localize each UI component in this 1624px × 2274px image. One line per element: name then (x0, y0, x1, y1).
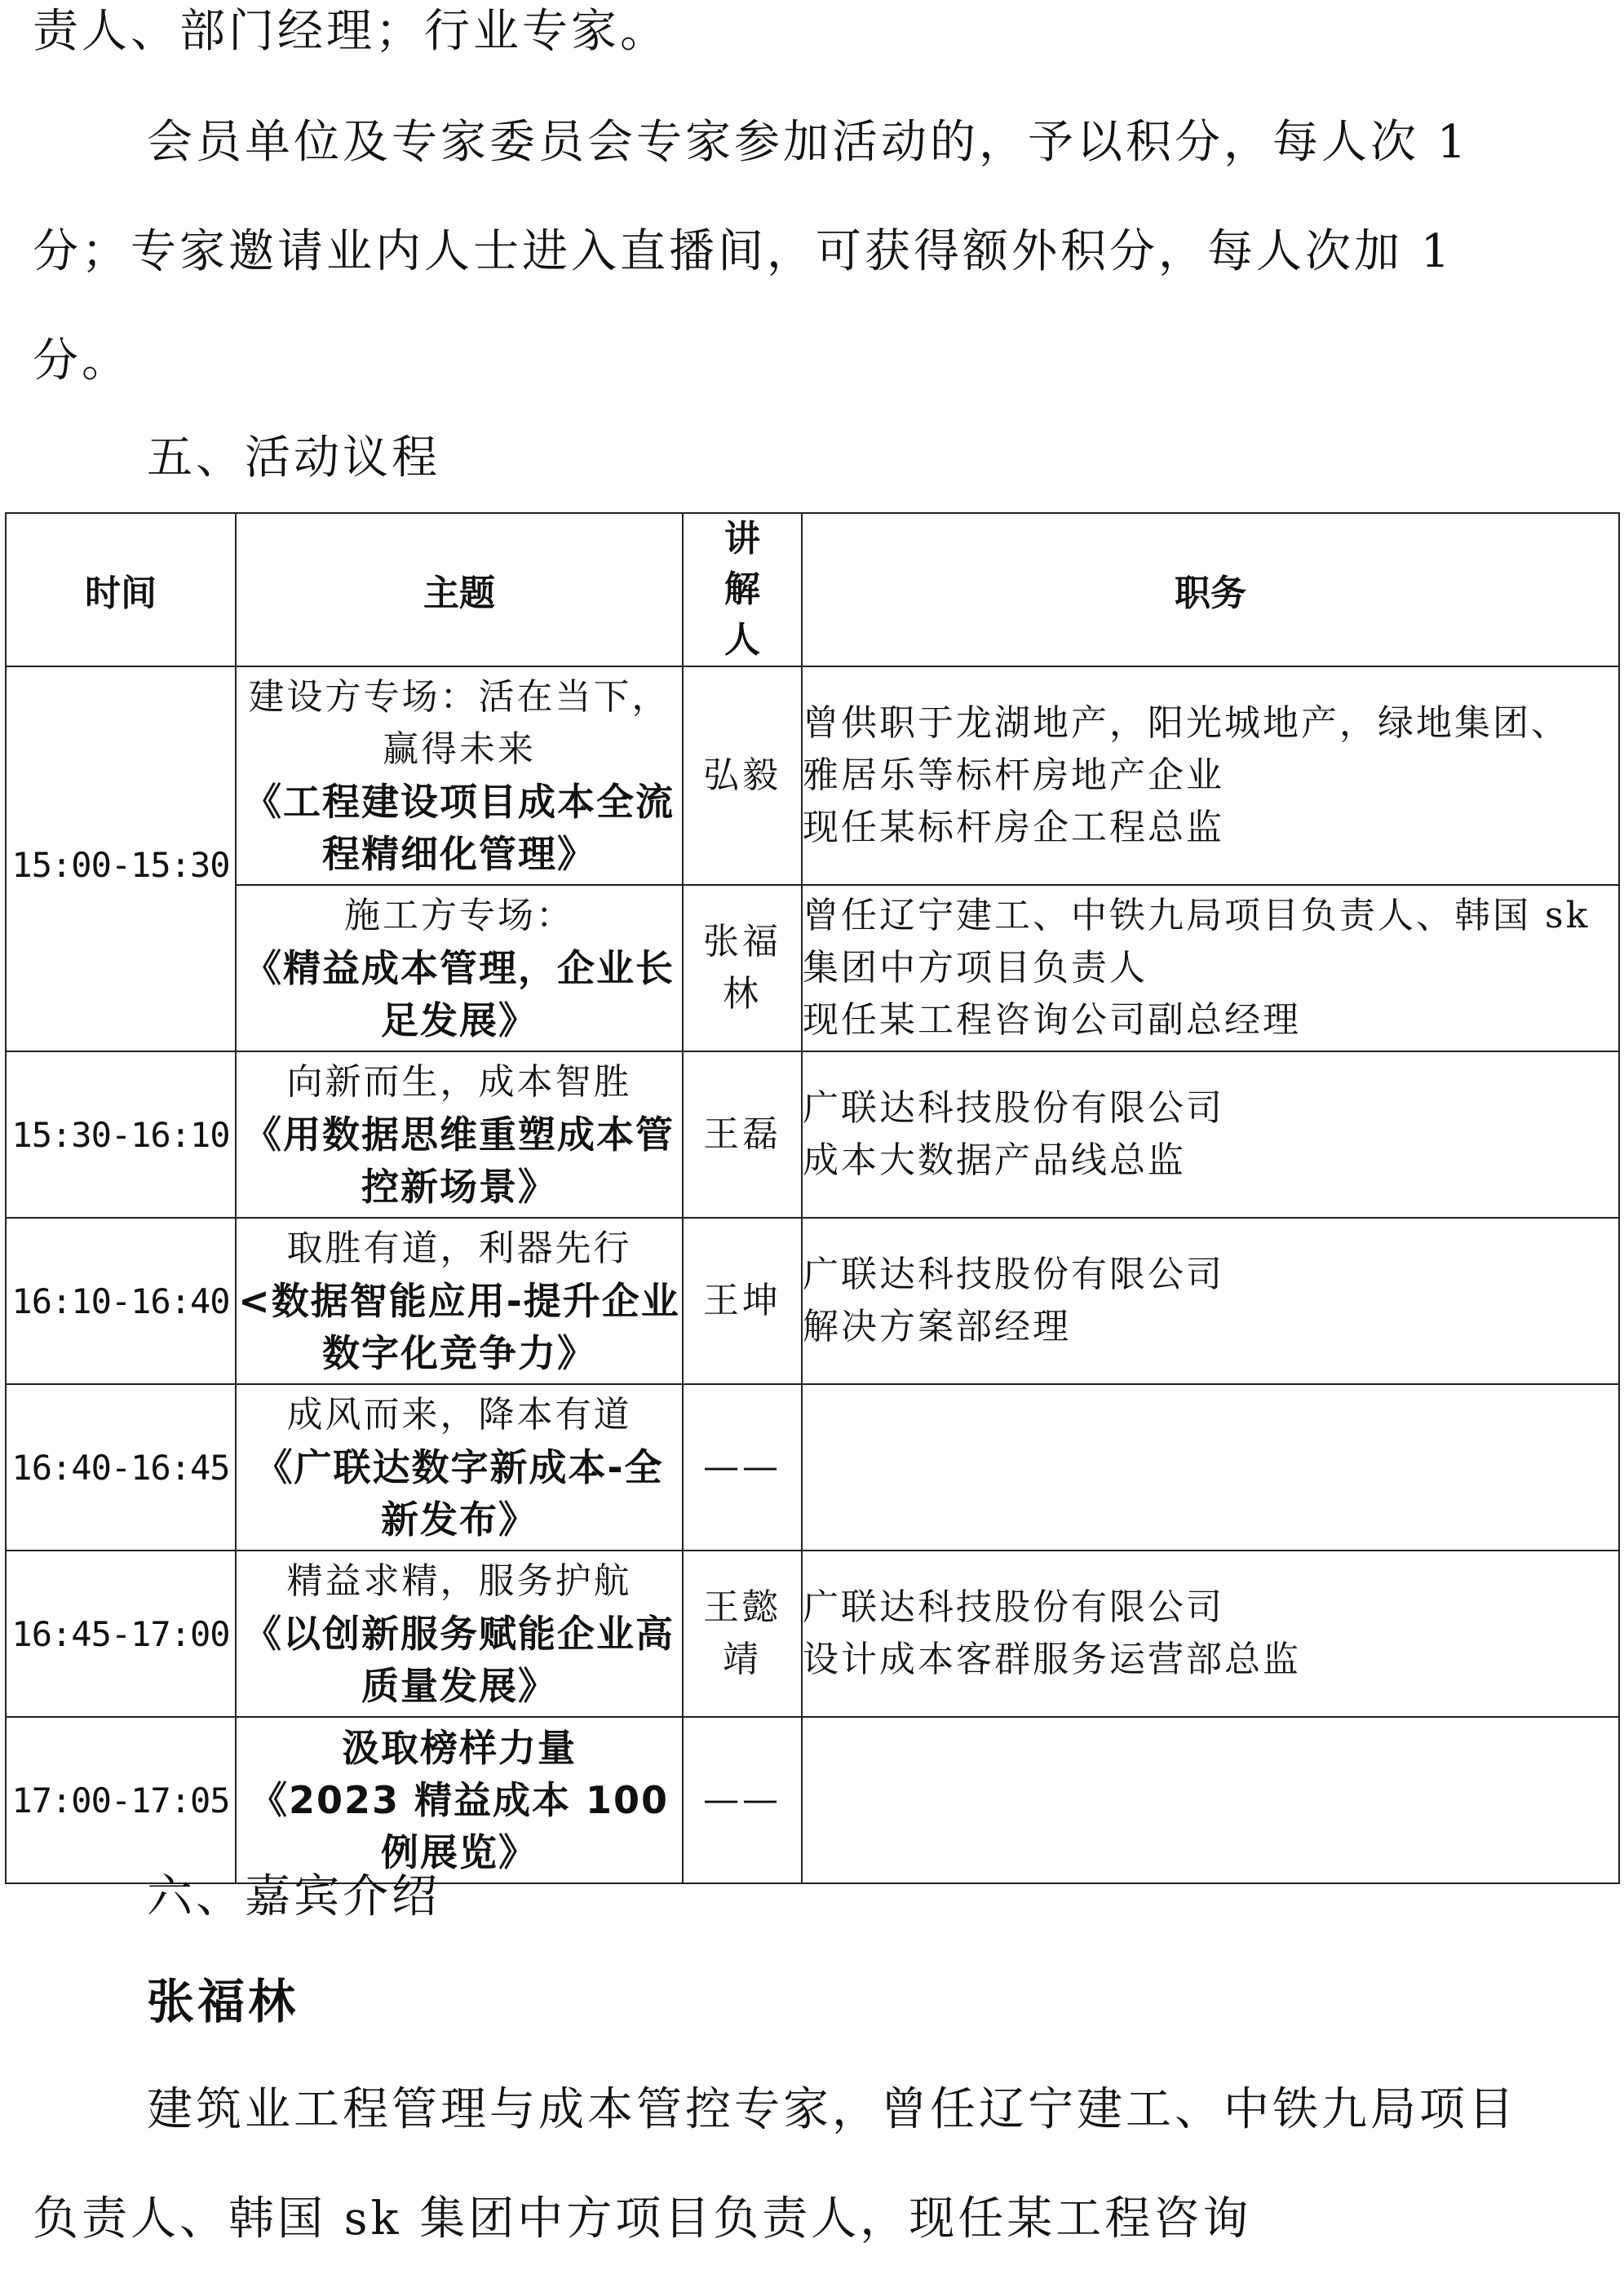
time-cell: 17:00-17:05 (6, 1717, 236, 1883)
topic-subtitle: 施工方专场： (344, 895, 574, 936)
agenda-table (5, 512, 1620, 1884)
speaker-cell: —— (683, 1384, 802, 1551)
time-cell: 15:00-15:30 (6, 666, 236, 1051)
role-line: 现任某工程咨询公司副总经理 (803, 999, 1301, 1041)
time-cell: 16:40-16:45 (6, 1384, 236, 1551)
topic-subtitle: 取胜有道，利器先行 (286, 1228, 632, 1269)
table-row (6, 1717, 1619, 1883)
topic-subtitle: 向新而生，成本智胜 (286, 1061, 632, 1103)
role-line: 现任某标杆房企工程总监 (803, 807, 1224, 848)
role-cell (802, 885, 1619, 1051)
topic-title: 《以创新服务赋能企业高质量发展》 (244, 1612, 675, 1708)
topic-cell (236, 1717, 683, 1883)
table-row (6, 1384, 1619, 1551)
header-speaker: 讲解人 (683, 513, 802, 666)
topic-title: 《广联达数字新成本-全新发布》 (254, 1445, 664, 1542)
role-line: 成本大数据产品线总监 (803, 1139, 1186, 1181)
role-cell (802, 1218, 1619, 1384)
speaker-cell: 王磊 (683, 1051, 802, 1218)
role-line: 设计成本客群服务运营部总监 (803, 1639, 1301, 1680)
topic-title: 《工程建设项目成本全流程精细化管理》 (244, 780, 675, 876)
role-line: 广联达科技股份有限公司 (803, 1586, 1224, 1628)
speaker-cell: —— (683, 1717, 802, 1883)
topic-cell (236, 1218, 683, 1384)
intro-line: 责人、部门经理；行业专家。 (33, 5, 669, 58)
role-line: 广联达科技股份有限公司 (803, 1087, 1224, 1129)
role-line: 解决方案部经理 (803, 1306, 1071, 1347)
guest-bio: 建筑业工程管理与成本管控专家，曾任辽宁建工、中铁九局项目负责人、韩国 sk 集团中方项目负责人，现任某工程咨询 (33, 2083, 1517, 2245)
speaker-cell: 弘毅 (683, 666, 802, 885)
table-row (6, 1551, 1619, 1717)
speaker-cell: 王懿靖 (683, 1551, 802, 1717)
topic-subtitle: 建设方专场：活在当下，赢得未来 (248, 676, 670, 770)
role-cell (802, 1551, 1619, 1717)
role-cell (802, 1384, 1619, 1551)
topic-cell (236, 885, 683, 1051)
topic-subtitle: 成风而来，降本有道 (286, 1394, 632, 1436)
guest-name: 张福林 (147, 1974, 299, 2029)
topic-cell (236, 1384, 683, 1551)
topic-title: 《精益成本管理，企业长足发展》 (244, 946, 675, 1042)
topic-cell (236, 666, 683, 885)
speaker-cell: 张福林 (683, 885, 802, 1051)
table-row (6, 1218, 1619, 1384)
topic-title: 《用数据思维重塑成本管控新场景》 (244, 1113, 675, 1209)
role-line: 曾供职于龙湖地产，阳光城地产，绿地集团、 (803, 702, 1569, 744)
role-line: 曾任辽宁建工、中铁九局项目负责人、韩国 sk (803, 895, 1591, 936)
role-line: 集团中方项目负责人 (803, 947, 1148, 989)
time-cell: 16:45-17:00 (6, 1551, 236, 1717)
speaker-cell: 王坤 (683, 1218, 802, 1384)
role-cell (802, 1717, 1619, 1883)
topic-cell (236, 1551, 683, 1717)
time-cell: 16:10-16:40 (6, 1218, 236, 1384)
points-paragraph: 会员单位及专家委员会专家参加活动的，予以积分，每人次 1 分；专家邀请业内人士进入直播间，可获得额外积分，每人次加 1 分。 (33, 116, 1470, 387)
header-topic: 主题 (236, 513, 683, 666)
table-header-row (6, 513, 1619, 666)
role-line: 广联达科技股份有限公司 (803, 1254, 1224, 1295)
header-time: 时间 (6, 513, 236, 666)
time-cell: 15:30-16:10 (6, 1051, 236, 1218)
table-row (6, 885, 1619, 1051)
header-role: 职务 (802, 513, 1619, 666)
topic-title: <数据智能应用-提升企业数字化竞争力》 (238, 1279, 680, 1375)
section-heading-agenda: 五、活动议程 (147, 431, 440, 484)
table-row (6, 1051, 1619, 1218)
table-row (6, 666, 1619, 885)
topic-title: 《2023 精益成本 100 例展览》 (249, 1778, 670, 1874)
role-cell (802, 1051, 1619, 1218)
role-line: 雅居乐等标杆房地产企业 (803, 754, 1224, 796)
topic-subtitle: 汲取榜样力量 (342, 1726, 577, 1770)
topic-cell (236, 1051, 683, 1218)
topic-subtitle: 精益求精，服务护航 (286, 1560, 632, 1602)
role-cell (802, 666, 1619, 885)
section-heading-guests: 六、嘉宾介绍 (147, 1870, 440, 1923)
